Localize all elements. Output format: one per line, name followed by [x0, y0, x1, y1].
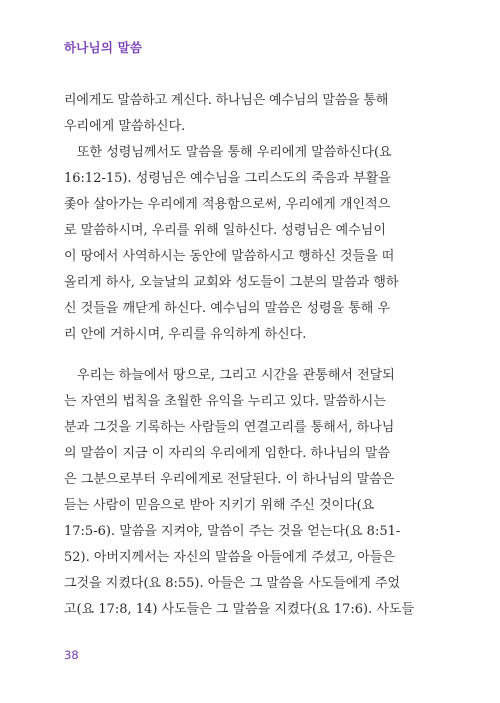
text-line: 신 것들을 깨닫게 하신다. 예수님의 말씀은 성령을 통해 우 [64, 301, 391, 316]
text-line: 는 자연의 법칙을 초월한 유익을 누리고 있다. 말씀하시는 [64, 394, 386, 409]
page-number: 38 [64, 648, 79, 662]
paragraph-3 [64, 363, 416, 623]
paragraph-2 [64, 140, 416, 348]
text-line: 좇아 살아가는 우리에게 적용함으로써, 우리에게 개인적으 [64, 197, 391, 212]
text-line: 분과 그것을 기록하는 사람들의 연결고리를 통해서, 하나님 [64, 420, 395, 435]
text-line: 16:12-15). 성령님은 예수님을 그리스도의 죽음과 부활을 [64, 171, 391, 186]
text-line: 의 말씀이 지금 이 자리의 우리에게 임한다. 하나님의 말씀 [64, 446, 391, 461]
running-header-title: 하나님의 말씀 [64, 40, 143, 55]
text-line: 리 안에 거하시며, 우리를 유익하게 하신다. [64, 327, 307, 342]
paragraph-1 [64, 88, 416, 140]
text-line: 이 땅에서 사역하시는 동안에 말씀하시고 행하신 것들을 떠 [64, 249, 395, 264]
text-line: 로 말씀하시며, 우리를 위해 일하신다. 성령님은 예수님이 [64, 223, 386, 238]
text-line: 17:5-6). 말씀을 지켜야, 말씀이 주는 것을 얻는다(요 8:51- [64, 524, 401, 539]
text-line: 우리는 하늘에서 땅으로, 그리고 시간을 관통해서 전달되 [77, 368, 395, 383]
text-line: 또한 성령님께서도 말씀을 통해 우리에게 말씀하신다(요 [77, 145, 392, 160]
text-line: 리에게도 말씀하고 계신다. 하나님은 예수님의 말씀을 통해 [64, 93, 389, 108]
text-line: 우리에게 말씀하신다. [64, 119, 186, 134]
text-line: 은 그분으로부터 우리에게로 전달된다. 이 하나님의 말씀은 [64, 472, 395, 487]
text-line: 그것을 지켰다(요 8:55). 아들은 그 말씀을 사도들에게 주었 [64, 576, 401, 591]
text-line: 52). 아버지께서는 자신의 말씀을 아들에게 주셨고, 아들은 [64, 550, 395, 565]
text-line: 올리게 하사, 오늘날의 교회와 성도들이 그분의 말씀과 행하 [64, 275, 399, 290]
text-line: 듣는 사람이 믿음으로 받아 지키기 위해 주신 것이다(요 [64, 498, 375, 513]
text-line: 고(요 17:8, 14) 사도들은 그 말씀을 지켰다(요 17:6). 사도들 [64, 602, 415, 617]
